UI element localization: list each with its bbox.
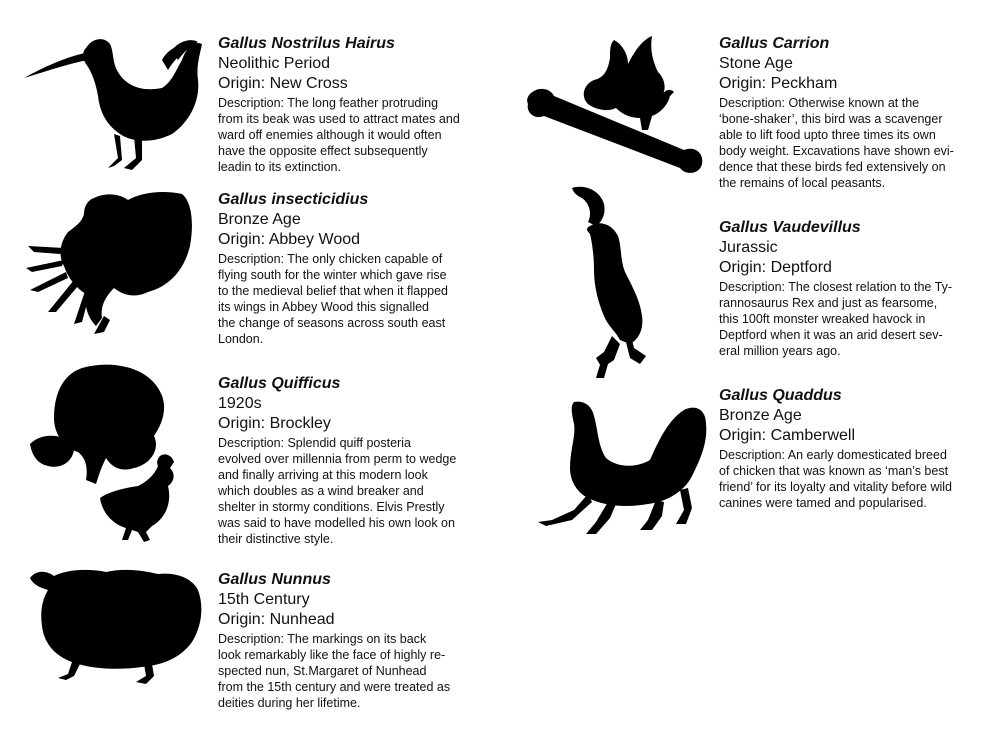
description-line: Description: Splendid quiff posteria <box>218 436 411 450</box>
description-line: spected nun, St.Margaret of Nunhead <box>218 664 427 678</box>
bird-on-bone-icon <box>524 34 704 176</box>
description-line: deities during her lifetime. <box>218 696 361 710</box>
species-name: Gallus insecticidius <box>218 191 369 208</box>
species-origin: Origin: New Cross <box>218 75 348 92</box>
species-name: Gallus Nostrilus Hairus <box>218 35 395 52</box>
description-line: evolved over millennia from perm to wedge <box>218 452 457 466</box>
species-period: Bronze Age <box>719 407 802 424</box>
quiff-chicken-icon <box>30 362 180 544</box>
description-line: the remains of local peasants. <box>719 176 886 190</box>
description-line: which doubles as a wind breaker and <box>218 484 424 498</box>
description-line: its wings in Abbey Wood this signalled <box>218 300 429 314</box>
description-line: able to lift food upto three times its own <box>719 128 936 142</box>
description-line: Description: An early domesticated breed <box>719 448 947 462</box>
species-description <box>719 279 979 359</box>
description-line: eral million years ago. <box>719 344 841 358</box>
species-origin: Origin: Camberwell <box>719 427 856 444</box>
species-period: Stone Age <box>719 55 793 72</box>
description-line: from the 15th century and were treated as <box>218 680 451 694</box>
round-hen-silhouette <box>26 566 206 686</box>
species-description <box>719 447 979 511</box>
description-line: ‘bone-shaker’, this bird was a scavenger <box>719 112 943 126</box>
description-line: Deptford when it was an arid desert sev- <box>719 328 943 342</box>
description-line: Description: The closest relation to the Ty- <box>719 280 952 294</box>
species-name: Gallus Nunnus <box>218 571 331 588</box>
species-name: Gallus Quifficus <box>218 375 341 392</box>
species-origin: Origin: Nunhead <box>218 611 335 628</box>
species-period: 1920s <box>218 395 262 412</box>
description-line: have the opposite effect subsequently <box>218 144 428 158</box>
tall-rooster-icon <box>560 182 670 382</box>
entry-gallus-quifficus <box>218 374 478 547</box>
entry-gallus-quaddus <box>719 386 979 511</box>
species-description <box>218 435 478 547</box>
description-line: of chicken that was known as ‘man’s best <box>719 464 949 478</box>
description-line: friend’ for its loyalty and vitality before wild <box>719 480 952 494</box>
four-legged-chicken-icon <box>536 398 711 538</box>
species-description <box>218 251 478 347</box>
description-line: Description: The markings on its back <box>218 632 427 646</box>
species-origin: Origin: Peckham <box>719 75 838 92</box>
entry-gallus-nunnus <box>218 570 478 711</box>
description-line: dence that these birds fed extensively on <box>719 160 946 174</box>
winged-chicken-silhouette <box>24 188 196 338</box>
description-line: the change of seasons across south east <box>218 316 446 330</box>
description-line: leadin to its extinction. <box>218 160 341 174</box>
description-line: Description: Otherwise known at the <box>719 96 920 110</box>
description-line: look remarkably like the face of highly re- <box>218 648 446 662</box>
species-period: Bronze Age <box>218 211 301 228</box>
four-legged-chicken-silhouette <box>536 398 711 538</box>
species-name: Gallus Vaudevillus <box>719 219 861 236</box>
description-line: flying south for the winter which gave rise <box>218 268 447 282</box>
species-description <box>218 631 478 711</box>
rooster-long-feather-silhouette <box>22 30 207 175</box>
species-description <box>719 95 979 191</box>
description-line: Description: The long feather protruding <box>218 96 439 110</box>
species-period: Neolithic Period <box>218 55 331 72</box>
description-line: from its beak was used to attract mates and <box>218 112 460 126</box>
species-description <box>218 95 478 175</box>
rooster-long-feather-icon <box>22 30 207 175</box>
species-origin: Origin: Deptford <box>719 259 832 276</box>
entry-gallus-vaudevillus <box>719 218 979 359</box>
winged-chicken-icon <box>24 188 196 338</box>
description-line: ward off enemies although it would often <box>218 128 442 142</box>
description-line: London. <box>218 332 264 346</box>
description-line: canines were tamed and popularised. <box>719 496 927 510</box>
description-line: rannosaurus Rex and just as fearsome, <box>719 296 938 310</box>
entry-gallus-nostrilus-hairus <box>218 34 478 175</box>
entry-gallus-insecticidius <box>218 190 478 347</box>
bird-on-bone-silhouette <box>524 34 704 176</box>
description-line: and finally arriving at this modern look <box>218 468 428 482</box>
species-name: Gallus Carrion <box>719 35 830 52</box>
description-line: Description: The only chicken capable of <box>218 252 443 266</box>
round-hen-icon <box>26 566 206 686</box>
quiff-chicken-silhouette <box>30 362 180 544</box>
tall-rooster-silhouette <box>560 182 670 382</box>
description-line: to the medieval belief that when it flapped <box>218 284 449 298</box>
species-period: 15th Century <box>218 591 310 608</box>
description-line: body weight. Excavations have shown evi- <box>719 144 954 158</box>
description-line: shelter in stormy conditions. Elvis Prestly <box>218 500 445 514</box>
description-line: this 100ft monster wreaked havock in <box>719 312 926 326</box>
species-origin: Origin: Brockley <box>218 415 331 432</box>
description-line: their distinctive style. <box>218 532 334 546</box>
species-origin: Origin: Abbey Wood <box>218 231 361 248</box>
species-period: Jurassic <box>719 239 778 256</box>
description-line: was said to have modelled his own look on <box>218 516 455 530</box>
species-name: Gallus Quaddus <box>719 387 842 404</box>
entry-gallus-carrion <box>719 34 979 191</box>
